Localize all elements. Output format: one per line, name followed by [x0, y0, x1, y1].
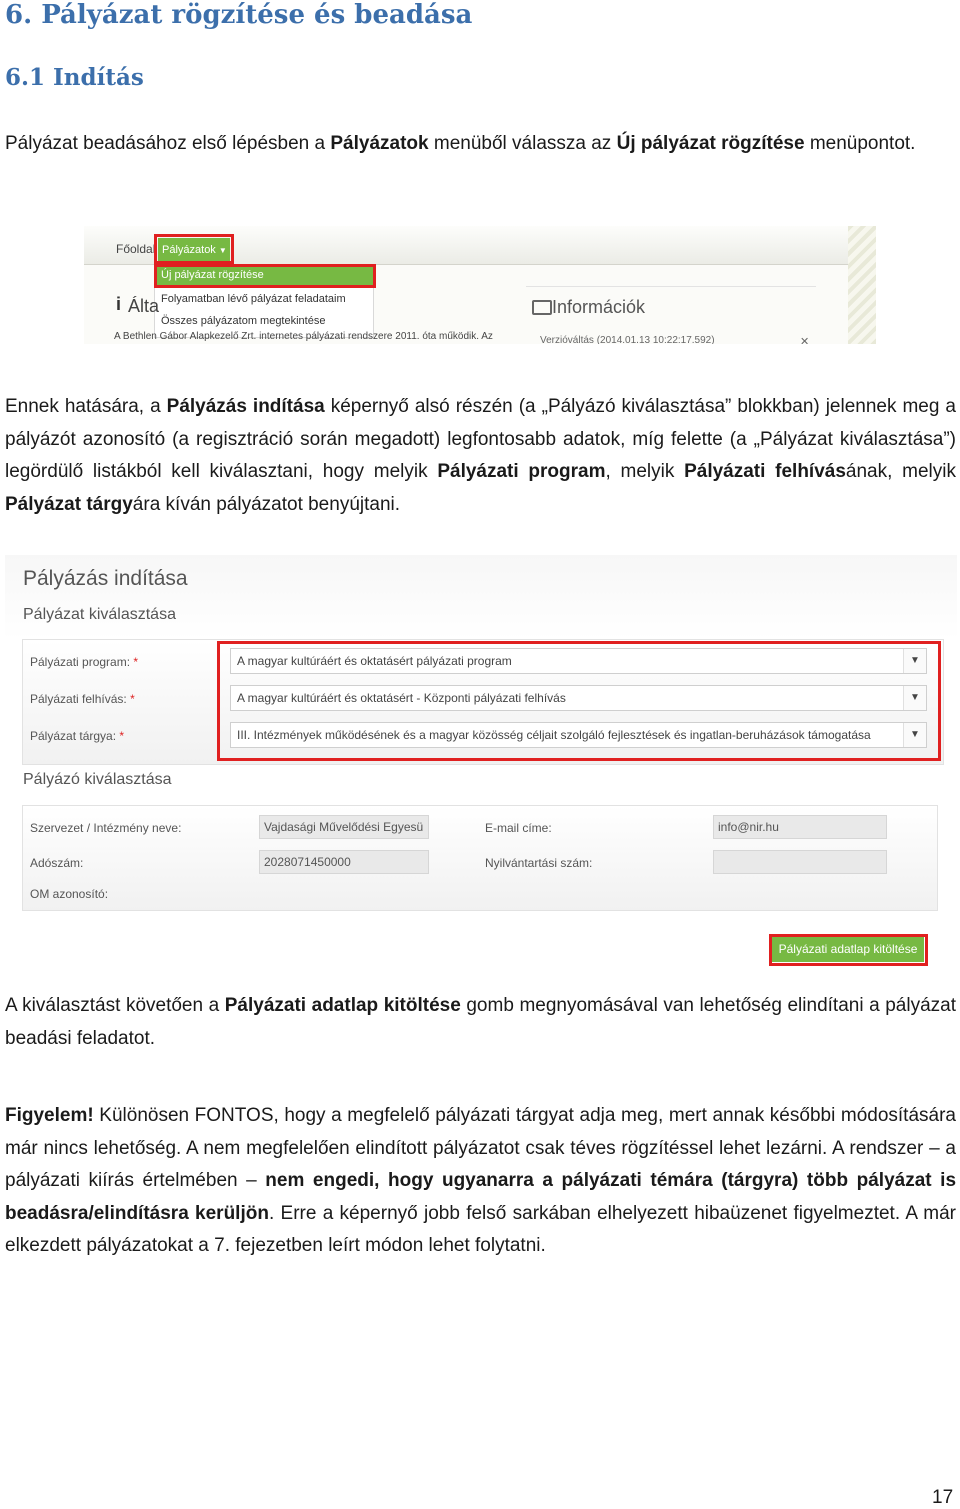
- caret-down-icon: ▼: [218, 246, 227, 255]
- menu-item-new-application[interactable]: Új pályázat rögzítése: [161, 269, 264, 281]
- chevron-down-icon: ▼: [903, 649, 926, 673]
- menu-item-all-applications[interactable]: Összes pályázatom megtekintése: [161, 315, 326, 327]
- program-label: Pályázati program: *: [30, 655, 139, 669]
- registration-field: [713, 850, 887, 874]
- menu-item-in-progress[interactable]: Folyamatban lévő pályázat feladataim: [161, 293, 346, 305]
- next-step-paragraph: A kiválasztást követően a Pályázati adatlap kitöltése gomb megnyomásával van lehetőség elindítani a pályázat beadási feladatot.: [5, 995, 956, 1049]
- footer-text: A Bethlen Gábor Alapkezelő Zrt. internetes pályázati rendszere 2011. óta működik. Az: [114, 331, 493, 342]
- warning-paragraph: Figyelem! Különösen FONTOS, hogy a megfelelő pályázati tárgyat adja meg, mert annak későbbi módosítására már nincs lehetőség. A nem megfelelően elindított pályázatot csak téves rögzítéssel lehet lezárni. A rendszer – a pályázati kiírás értelmében – nem engedi, hogy ugyanarra a pályázati témára (tárgyra) több pályázat is beadásra/elindításra kerüljön. Erre a képernyő jobb felső sarkában elhelyezett hibaüzenet figyelmeztet. A már elkezdett pályázatokat a 7. fejezetben leírt módon lehet folytatni.: [5, 1105, 957, 1256]
- info-panel: [526, 286, 816, 344]
- highlight-box-submit: [769, 934, 928, 966]
- general-heading-fragment: Álta: [128, 296, 160, 316]
- info-title: Információk: [552, 297, 646, 317]
- subject-select[interactable]: III. Intézmények működésének és a magyar közösség céljait szolgáló fejlesztések és ingatlan-beruházások támogatása ▼: [230, 722, 927, 748]
- info-subtitle: Verzióváltás (2014.01.13 10:22:17.592): [540, 335, 715, 344]
- section-heading: 6.1 Indítás: [5, 64, 144, 91]
- org-label: Szervezet / Intézmény neve:: [30, 821, 182, 835]
- highlight-box-palyazatok: [154, 234, 234, 264]
- close-icon[interactable]: ✕: [800, 336, 810, 344]
- highlight-box-selects: [217, 641, 941, 761]
- om-label: OM azonosító:: [30, 887, 109, 901]
- description-paragraph: Ennek hatására, a Pályázás indítása képernyő alsó részén (a „Pályázó kiválasztása” blokkban) jelennek meg a pályázót azonosító (a regisztráció során megadott) legfontosabb adatok, míg felette (a „Pályázat kiválasztása”) legördülő listákból kell kiválasztani, hogy melyik Pályázati program, melyik Pályázati felhívásának, melyik Pályázat tárgyára kíván pályázatot benyújtani.: [5, 396, 956, 515]
- monitor-icon: [532, 300, 552, 315]
- subject-label: Pályázat tárgya: *: [30, 729, 125, 743]
- tax-field: 2028071450000: [259, 850, 429, 874]
- section-title-selection: Pályázat kiválasztása: [23, 606, 176, 623]
- menu-screenshot: [84, 226, 876, 344]
- nav-home[interactable]: Főoldal: [116, 242, 156, 256]
- call-select[interactable]: A magyar kultúráért és oktatásért - Központi pályázati felhívás ▼: [230, 685, 927, 711]
- form-title: Pályázás indítása: [23, 567, 188, 590]
- email-field: info@nir.hu: [713, 815, 887, 839]
- org-field: Vajdasági Művelődési Egyesü: [259, 815, 429, 839]
- applicant-panel: [22, 805, 938, 911]
- chevron-down-icon: ▼: [903, 723, 926, 747]
- page-number: 17: [932, 1487, 954, 1508]
- highlight-box-new-application: [154, 264, 376, 288]
- decorative-texture: [848, 226, 876, 344]
- nav-palyazatok-label: Pályázatok: [162, 244, 216, 256]
- chevron-down-icon: ▼: [903, 686, 926, 710]
- tax-label: Adószám:: [30, 856, 84, 870]
- call-label: Pályázati felhívás: *: [30, 692, 135, 706]
- chapter-heading: 6. Pályázat rögzítése és beadása: [5, 0, 473, 30]
- intro-paragraph: Pályázat beadásához első lépésben a Pályázatok menüből válassza az Új pályázat rögzítése menüpontot.: [5, 133, 916, 154]
- application-start-screenshot: [5, 555, 957, 970]
- program-select[interactable]: A magyar kultúráért és oktatásért pályázati program ▼: [230, 648, 927, 674]
- email-label: E-mail címe:: [485, 821, 552, 835]
- info-icon: i: [116, 294, 122, 314]
- registration-label: Nyilvántartási szám:: [485, 856, 593, 870]
- fill-application-button[interactable]: Pályázati adatlap kitöltése: [772, 937, 924, 962]
- section-title-applicant: Pályázó kiválasztása: [23, 771, 172, 788]
